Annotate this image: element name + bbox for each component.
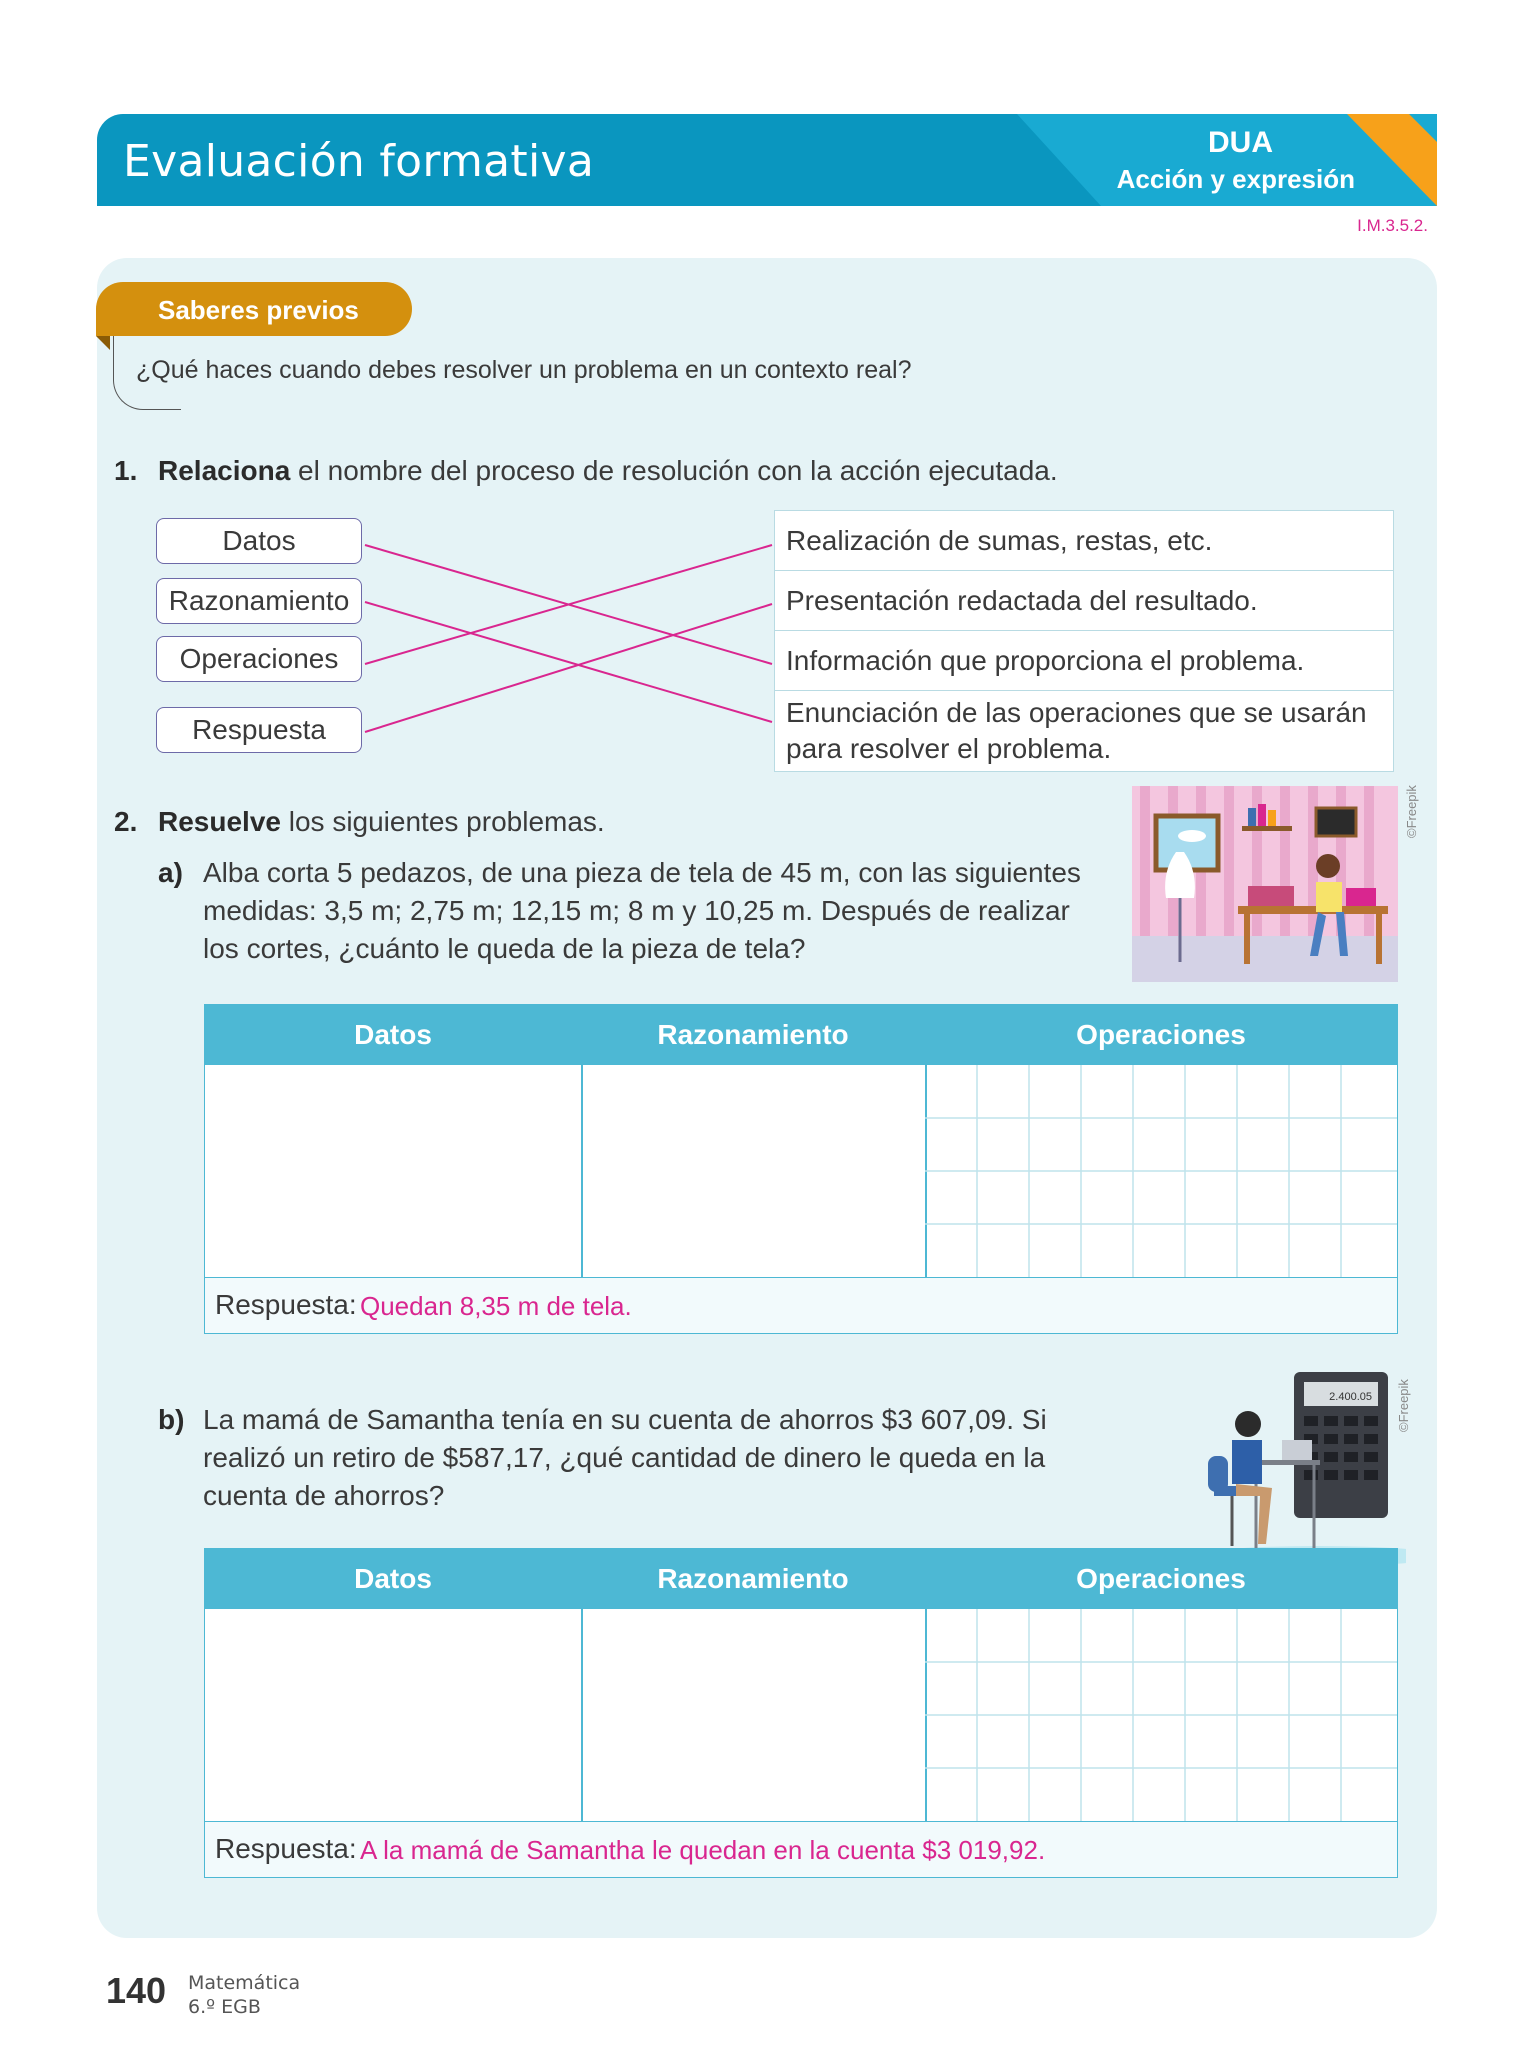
header-banner	[97, 114, 1437, 206]
header-datos: Datos	[354, 1563, 432, 1594]
problem-line: La mamá de Samantha tenía en su cuenta de ahorros $3 607,09. Si	[203, 1404, 1047, 1435]
work-table-b	[204, 1548, 1398, 1878]
dua-badge	[1017, 114, 1437, 206]
work-table-header	[205, 1549, 1397, 1609]
datos-cell[interactable]	[205, 1065, 581, 1277]
razonamiento-cell[interactable]	[581, 1609, 925, 1821]
tab-fold	[96, 336, 110, 350]
column-divider	[581, 1005, 583, 1277]
image-credit: ©Freepik	[1396, 1379, 1411, 1432]
q1-instruction	[158, 455, 1058, 487]
problem-line: realizó un retiro de $587,17, ¿qué cantidad de dinero le queda en la	[203, 1442, 1046, 1473]
saberes-label: Saberes previos	[158, 295, 359, 325]
process-box-razonamiento[interactable]: Razonamiento	[156, 578, 362, 624]
answer-label: Respuesta:	[215, 1833, 357, 1864]
q2-instruction	[158, 806, 605, 838]
answer-row	[205, 1277, 1397, 1333]
action-row[interactable]: Realización de sumas, restas, etc.	[775, 511, 1393, 571]
page-number: 140	[106, 1970, 167, 2011]
problem-b-label: b)	[158, 1404, 185, 1435]
problem-line: cuenta de ahorros?	[203, 1480, 445, 1511]
action-row-line: para resolver el problema.	[786, 733, 1112, 764]
action-row-line: Enunciación de las operaciones que se usarán	[786, 697, 1367, 728]
q2-text: los siguientes problemas.	[280, 806, 605, 837]
saberes-question: ¿Qué haces cuando debes resolver un problema en un contexto real?	[136, 356, 912, 384]
razonamiento-cell[interactable]	[581, 1065, 925, 1277]
process-box-respuesta[interactable]: Respuesta	[156, 707, 362, 753]
problem-b-text	[203, 1401, 1047, 1515]
answer-value[interactable]: Quedan 8,35 m de tela.	[360, 1291, 632, 1321]
q2-verb: Resuelve	[158, 806, 281, 837]
datos-cell[interactable]	[205, 1609, 581, 1821]
process-box-datos[interactable]: Datos	[156, 518, 362, 564]
action-table	[774, 510, 1394, 772]
dua-title: DUA	[1208, 126, 1273, 159]
problem-line: los cortes, ¿cuánto le queda de la pieza de tela?	[203, 933, 806, 964]
problem-a-text	[203, 854, 1081, 968]
problem-a-label: a)	[158, 857, 183, 888]
action-row[interactable]: Información que proporciona el problema.	[775, 631, 1393, 691]
seamstress-illustration	[1132, 786, 1398, 982]
indicator-code: I.M.3.5.2.	[1357, 216, 1428, 235]
footer-grade: 6.º EGB	[188, 1996, 261, 2018]
header-razonamiento: Razonamiento	[657, 1563, 849, 1594]
q1-text: el nombre del proceso de resolución con la acción ejecutada.	[290, 455, 1058, 486]
work-table-header	[205, 1005, 1397, 1065]
action-row[interactable]: Presentación redactada del resultado.	[775, 571, 1393, 631]
answer-row	[205, 1821, 1397, 1877]
answer-label: Respuesta:	[215, 1289, 357, 1320]
header-razonamiento: Razonamiento	[657, 1019, 849, 1050]
dua-subtitle: Acción y expresión	[1116, 164, 1355, 194]
operations-grid[interactable]	[925, 1609, 1397, 1821]
office-illustration	[1196, 1366, 1406, 1568]
calculator-display: 2.400.05	[1329, 1391, 1372, 1403]
page-title: Evaluación formativa	[123, 136, 595, 187]
q1-verb: Relaciona	[158, 455, 291, 486]
footer-subject: Matemática	[188, 1972, 301, 1994]
header-datos: Datos	[354, 1019, 432, 1050]
saberes-previos-tab	[96, 282, 412, 336]
header-operaciones: Operaciones	[1076, 1019, 1246, 1050]
process-box-operaciones[interactable]: Operaciones	[156, 636, 362, 682]
header-operaciones: Operaciones	[1076, 1563, 1246, 1594]
problem-line: medidas: 3,5 m; 2,75 m; 12,15 m; 8 m y 10,25 m. Después de realizar	[203, 895, 1070, 926]
q1-number: 1.	[114, 455, 138, 486]
image-credit: ©Freepik	[1404, 785, 1419, 838]
column-divider	[581, 1549, 583, 1821]
action-row[interactable]	[775, 691, 1393, 771]
work-table-a	[204, 1004, 1398, 1334]
q2-number: 2.	[114, 806, 138, 837]
answer-value[interactable]: A la mamá de Samantha le quedan en la cuenta $3 019,92.	[360, 1835, 1046, 1865]
operations-grid[interactable]	[925, 1065, 1397, 1277]
problem-line: Alba corta 5 pedazos, de una pieza de tela de 45 m, con las siguientes	[203, 857, 1081, 888]
